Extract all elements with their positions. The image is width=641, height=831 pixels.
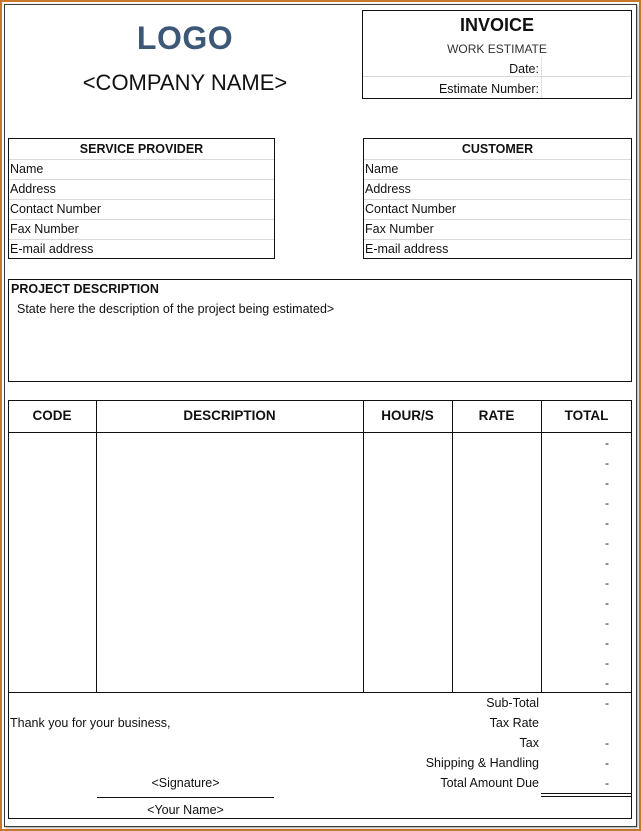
column-header-total: TOTAL — [564, 408, 609, 423]
field-label: Address — [10, 182, 56, 196]
column-header-rate: RATE — [478, 408, 515, 423]
column-header-description: DESCRIPTION — [183, 408, 276, 423]
field-label: E-mail address — [10, 242, 94, 256]
column-header-code: CODE — [32, 408, 72, 423]
signature-line — [97, 797, 274, 798]
total-due-value: - — [605, 776, 609, 790]
total-double-underline-2 — [541, 796, 632, 797]
table-body-bottom — [8, 692, 632, 693]
shipping-label: Shipping & Handling — [425, 756, 539, 770]
customer-title: CUSTOMER — [461, 142, 534, 156]
field-label: E-mail address — [365, 242, 449, 256]
field-row-line — [364, 239, 631, 240]
service-provider-title: SERVICE PROVIDER — [79, 142, 204, 156]
row-total-value: - — [605, 616, 609, 630]
field-row-line — [364, 159, 631, 160]
estimate-number-label: Estimate Number: — [438, 82, 539, 96]
column-header-hours: HOUR/S — [381, 408, 434, 423]
field-label: Fax Number — [10, 222, 79, 236]
row-total-value: - — [605, 476, 609, 490]
invoice-subtitle: WORK ESTIMATE — [447, 42, 547, 56]
subtotal-value: - — [605, 696, 609, 710]
field-row-line — [364, 179, 631, 180]
description-column-divider — [363, 400, 364, 693]
invoice-title: INVOICE — [459, 15, 534, 35]
row-total-value: - — [605, 516, 609, 530]
row-total-value: - — [605, 556, 609, 570]
row-total-value: - — [605, 436, 609, 450]
field-label: Fax Number — [365, 222, 434, 236]
your-name-placeholder: <Your Name> — [147, 803, 224, 817]
row-total-value: - — [605, 536, 609, 550]
tax-rate-label: Tax Rate — [489, 716, 539, 730]
field-row-line — [9, 159, 274, 160]
field-row-line — [9, 219, 274, 220]
company-name: <COMPANY NAME> — [82, 70, 288, 95]
field-label: Address — [365, 182, 411, 196]
row-total-value: - — [605, 596, 609, 610]
field-label: Name — [10, 162, 44, 176]
row-total-value: - — [605, 456, 609, 470]
row-total-value: - — [605, 656, 609, 670]
field-label: Name — [365, 162, 399, 176]
row-total-value: - — [605, 576, 609, 590]
project-description-text: State here the description of the project being estimated> — [17, 302, 335, 316]
field-row-line — [9, 199, 274, 200]
shipping-value: - — [605, 756, 609, 770]
project-description-title: PROJECT DESCRIPTION — [11, 282, 159, 296]
date-label: Date: — [509, 62, 539, 76]
field-row-line — [9, 179, 274, 180]
thank-you-note: Thank you for your business, — [10, 716, 171, 730]
tax-label: Tax — [519, 736, 539, 750]
row-total-value: - — [605, 496, 609, 510]
invoice-grid-line — [363, 76, 631, 77]
row-total-value: - — [605, 636, 609, 650]
code-column-divider — [96, 400, 97, 693]
hours-column-divider — [452, 400, 453, 693]
subtotal-label: Sub-Total — [486, 696, 539, 710]
row-total-value: - — [605, 676, 609, 690]
total-double-underline-1 — [541, 793, 632, 794]
table-header-divider — [8, 432, 632, 433]
company-logo: LOGO — [136, 20, 234, 56]
invoice-grid-line — [541, 57, 542, 98]
field-row-line — [364, 219, 631, 220]
tax-value: - — [605, 736, 609, 750]
field-row-line — [364, 199, 631, 200]
field-label: Contact Number — [10, 202, 102, 216]
rate-column-divider — [541, 400, 542, 693]
total-due-label: Total Amount Due — [440, 776, 539, 790]
field-label: Contact Number — [365, 202, 457, 216]
signature-placeholder: <Signature> — [151, 776, 220, 790]
field-row-line — [9, 239, 274, 240]
